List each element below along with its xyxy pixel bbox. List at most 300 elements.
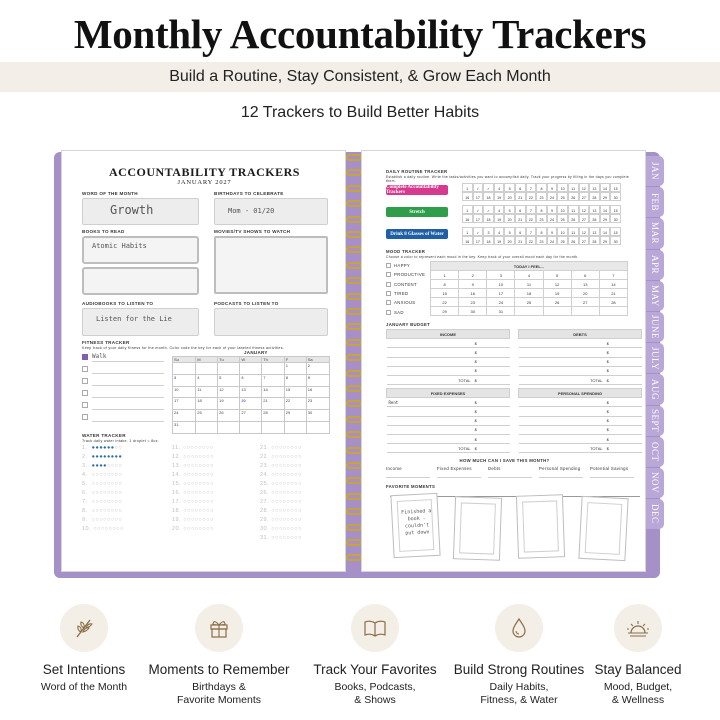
water-drop-icon: ○ <box>187 481 191 487</box>
calendar-day-cell <box>173 363 196 375</box>
routine-day-cell: 1 <box>462 183 473 192</box>
water-drop-icon: ● <box>103 454 107 460</box>
water-drop-icon: ○ <box>103 508 107 514</box>
budget-row <box>387 348 510 357</box>
water-drop-icon: ○ <box>278 526 283 532</box>
budget-total-label: TOTAL <box>519 444 605 453</box>
water-drop-icon: ● <box>91 454 96 460</box>
month-tab <box>646 499 664 529</box>
debts-table <box>518 329 642 385</box>
routine-day-cell: 12 <box>579 183 590 192</box>
water-drop-icon: ○ <box>275 490 279 496</box>
month-tab <box>646 250 664 280</box>
water-drop-icon: ○ <box>290 499 295 505</box>
water-drop-icon: ● <box>91 445 96 451</box>
water-drop-icon: ○ <box>110 508 115 514</box>
water-drop-icon: ○ <box>114 517 119 523</box>
calendar-day-cell: 25 <box>196 410 218 422</box>
routine-day-row <box>462 183 621 192</box>
water-day-row <box>260 453 302 462</box>
month-tab-label: JUNE <box>650 315 660 340</box>
mood-row <box>431 289 628 298</box>
routine-day-cell: 13 <box>589 183 600 192</box>
calendar-day-cell: 23 <box>306 398 329 410</box>
water-drop-icon: ○ <box>297 535 302 541</box>
routine-day-cell: ✓ <box>483 205 494 214</box>
fitness-key-checkbox <box>82 414 88 420</box>
water-day-row <box>172 525 214 534</box>
routine-label-pill: Drink 8 Glasses of Water <box>386 229 448 239</box>
water-day-number: 29. <box>260 517 272 523</box>
water-drop-icon: ○ <box>187 454 191 460</box>
water-day-number: 11. <box>172 445 183 451</box>
mood-cell: 25 <box>515 298 543 307</box>
water-drop-icon: ○ <box>271 526 276 532</box>
water-drop-icon: ○ <box>290 463 295 469</box>
word-of-month-label: WORD OF THE MONTH <box>82 191 138 196</box>
feature-balanced <box>563 604 713 707</box>
fitness-key-checkbox <box>82 366 88 372</box>
water-drop-icon: ○ <box>202 526 207 532</box>
month-tab-label: AUG <box>650 378 660 400</box>
routine-day-cell: 1 <box>462 227 473 236</box>
water-drop-icon: ○ <box>290 481 295 487</box>
budget-row <box>519 357 642 366</box>
water-drop-icon: ○ <box>198 481 203 487</box>
feature-title: Set Intentions <box>42 662 126 677</box>
mood-key-checkbox <box>386 282 391 287</box>
budget-row <box>387 357 510 366</box>
water-drop-icon: ○ <box>194 508 199 514</box>
water-drop-icon: ○ <box>275 472 279 478</box>
routine-day-cell: 3 <box>483 227 494 236</box>
water-drop-icon: ○ <box>182 445 187 451</box>
calendar-day-cell: 15 <box>284 386 306 398</box>
water-drop-icon: ○ <box>206 490 210 496</box>
savings-field-label: Fixed Expenses <box>437 466 472 471</box>
water-column <box>260 444 302 543</box>
water-drop-icon: ○ <box>110 490 115 496</box>
word-of-month-value: Growth <box>110 203 154 217</box>
water-drop-icon: ○ <box>209 508 214 514</box>
water-drop-icon: ○ <box>99 472 104 478</box>
water-drop-icon: ○ <box>286 535 291 541</box>
fitness-key-line <box>92 361 164 362</box>
water-drop-icon: ○ <box>95 472 100 478</box>
calendar-day-cell: 16 <box>306 386 329 398</box>
water-drop-icon: ○ <box>206 454 210 460</box>
calendar-day-cell: 18 <box>196 398 218 410</box>
budget-amount: $ <box>473 398 510 407</box>
calendar-week-row <box>173 363 330 375</box>
fitness-hint: Keep track of your daily fitness for the month. Color code the key for each of your labeled fitness activities. <box>82 346 285 350</box>
routine-day-cell: 24 <box>547 214 558 223</box>
water-drop-icon: ○ <box>183 472 188 478</box>
water-drop-icon: ○ <box>278 508 283 514</box>
water-day-row <box>82 480 124 489</box>
calendar-day-cell: 20 <box>240 398 262 410</box>
water-drop-icon: ○ <box>194 463 199 469</box>
feature-title: Stay Balanced <box>594 662 682 677</box>
mood-cell <box>543 307 571 316</box>
month-tabs <box>646 156 664 530</box>
water-drop-icon: ○ <box>297 445 302 451</box>
calendar-day-cell: 27 <box>240 410 262 422</box>
month-tab-label: NOV <box>650 472 660 494</box>
month-tab <box>646 406 664 436</box>
fitness-key-checkbox <box>82 390 88 396</box>
water-drop-icon: ○ <box>114 490 119 496</box>
photo-frame <box>578 496 628 561</box>
budget-amount: $ <box>473 339 510 348</box>
routine-day-cell: 13 <box>589 227 600 236</box>
water-drop-icon: ○ <box>95 508 100 514</box>
water-drop-icon: ○ <box>275 481 279 487</box>
fitness-key-line <box>92 373 164 374</box>
water-drop-icon: ○ <box>91 517 96 523</box>
binding-ring <box>346 339 362 346</box>
audiobooks-value: Listen for the Lie <box>96 315 172 323</box>
mood-row <box>431 298 628 307</box>
routine-day-cell: 17 <box>473 236 484 245</box>
routine-day-cell: 23 <box>536 192 547 201</box>
water-day-row <box>172 489 214 498</box>
month-tab-label: FEB <box>650 193 660 212</box>
water-day-number: 17. <box>172 499 184 505</box>
month-tab-label: OCT <box>650 442 660 462</box>
calendar-day-cell: 12 <box>218 386 240 398</box>
water-drop-icon: ○ <box>190 499 195 505</box>
binding-ring <box>346 277 362 284</box>
mood-key-label: CONTENT <box>394 281 417 287</box>
routine-day-cell: 13 <box>589 205 600 214</box>
mood-cell: 30 <box>459 307 487 316</box>
water-drop-icon: ○ <box>110 472 115 478</box>
water-day-number: 10. <box>82 526 94 532</box>
fitness-key-checkbox <box>82 378 88 384</box>
water-day-row <box>82 453 124 462</box>
water-drop-icon: ○ <box>190 463 195 469</box>
month-tab <box>646 343 664 373</box>
water-drop-icon: ○ <box>294 472 298 478</box>
calendar-week-row <box>173 374 330 386</box>
water-drop-icon: ○ <box>116 526 120 532</box>
mood-cell: 18 <box>515 289 543 298</box>
water-hint: Track daily water intake. 1 droplet = 8oz. <box>82 439 160 443</box>
fitness-key-checkbox <box>82 402 88 408</box>
water-drop-icon: ○ <box>290 454 295 460</box>
mood-row <box>431 271 628 280</box>
routine-day-cell: 25 <box>557 214 568 223</box>
fitness-key-line <box>92 409 164 410</box>
budget-row <box>387 444 510 453</box>
water-drop-icon: ○ <box>118 445 123 451</box>
water-drop-icon: ○ <box>209 526 214 532</box>
water-drop-icon: ○ <box>286 454 291 460</box>
water-day-row <box>82 444 124 453</box>
water-drop-icon: ○ <box>112 526 117 532</box>
routine-day-cell: 22 <box>526 192 537 201</box>
routine-day-cell: 4 <box>494 227 505 236</box>
routine-day-cell: 28 <box>589 236 600 245</box>
water-drop-icon: ○ <box>95 499 100 505</box>
month-tab <box>646 156 664 186</box>
budget-item <box>387 339 473 348</box>
budget-item <box>519 339 605 348</box>
water-day-row <box>82 489 124 498</box>
calendar-month: JANUARY <box>244 350 268 355</box>
water-day-number: 6. <box>82 490 92 496</box>
mood-key-label: TIRED <box>394 290 409 296</box>
mood-cell: 29 <box>431 307 459 316</box>
month-tab-label: DEC <box>650 504 660 524</box>
water-drop-icon: ○ <box>118 481 123 487</box>
water-drop-icon: ○ <box>114 472 119 478</box>
routine-day-cell: 15 <box>610 227 621 236</box>
mood-header: TODAY I FEEL... <box>431 262 628 271</box>
mood-cell: 13 <box>571 280 599 289</box>
water-drop-icon: ○ <box>97 526 101 532</box>
routine-day-cell: 14 <box>600 183 611 192</box>
calendar-day-name: M <box>196 357 218 363</box>
water-drop-icon: ○ <box>194 481 199 487</box>
water-drop-icon: ○ <box>119 526 124 532</box>
books-label: BOOKS TO READ <box>82 229 125 234</box>
routine-day-cell: 21 <box>515 214 526 223</box>
water-day-number: 26. <box>260 490 272 496</box>
routine-day-row <box>462 214 621 223</box>
routine-day-cell: 30 <box>610 192 621 201</box>
routine-day-cell: 27 <box>579 236 590 245</box>
fixed-expenses-table <box>386 388 510 453</box>
water-drop-icon: ○ <box>286 463 291 469</box>
binding-ring <box>346 400 362 407</box>
water-drop-icon: ○ <box>271 454 276 460</box>
mood-cell: 23 <box>459 298 487 307</box>
water-label: WATER TRACKER <box>82 433 126 438</box>
water-drop-icon: ○ <box>294 535 298 541</box>
routine-day-cell: 22 <box>526 214 537 223</box>
water-drop-icon: ○ <box>190 472 195 478</box>
routine-day-cell: 20 <box>504 214 515 223</box>
fitness-calendar <box>172 356 330 434</box>
water-drop-icon: ○ <box>282 526 287 532</box>
mood-grid <box>430 261 628 316</box>
month-tab-label: JAN <box>650 162 660 181</box>
routine-hint: Establish a daily routine. Write the tasks/activities you want to accomplish daily. Track your progress by filling in the days you complete them. <box>386 175 630 183</box>
routine-day-cell: 18 <box>483 236 494 245</box>
water-drop-icon: ○ <box>118 490 123 496</box>
sunrise-icon <box>614 604 662 652</box>
water-drop-icon: ○ <box>271 535 276 541</box>
water-drop-icon: ● <box>118 454 123 460</box>
budget-item <box>519 366 605 375</box>
water-day-number: 13. <box>172 463 184 469</box>
water-drop-icon: ○ <box>297 517 302 523</box>
binding-ring <box>346 262 362 269</box>
water-drop-icon: ○ <box>103 472 107 478</box>
mood-cell: 26 <box>543 298 571 307</box>
routine-day-cell: 20 <box>504 192 515 201</box>
budget-item <box>387 348 473 357</box>
water-drop-icon: ○ <box>106 463 111 469</box>
routine-day-cell: 28 <box>589 192 600 201</box>
photo-frame <box>390 493 440 558</box>
water-day-row <box>82 498 124 507</box>
calendar-day-name: W <box>240 357 262 363</box>
water-drop-icon: ○ <box>294 481 298 487</box>
water-drop-icon: ○ <box>187 517 191 523</box>
calendar-day-name: Tu <box>218 357 240 363</box>
photo-frame <box>516 494 565 559</box>
month-tab <box>646 437 664 467</box>
month-tab-label: MAY <box>650 285 660 307</box>
water-drop-icon: ○ <box>278 481 283 487</box>
birthdays-value: Mom - 01/20 <box>228 207 275 215</box>
budget-amount: $ <box>605 407 642 416</box>
water-drop-icon: ○ <box>187 499 191 505</box>
tagline-band <box>0 62 720 92</box>
water-day-row <box>172 453 214 462</box>
budget-amount: $ <box>473 357 510 366</box>
water-day-number: 7. <box>82 499 92 505</box>
routine-day-cell: 9 <box>547 227 558 236</box>
binding-ring <box>346 169 362 176</box>
month-tab <box>646 312 664 342</box>
budget-row <box>387 407 510 416</box>
water-drop-icon: ○ <box>206 526 210 532</box>
water-drop-icon: ○ <box>209 499 214 505</box>
spiral-binding <box>346 154 362 570</box>
routine-day-cell: 30 <box>610 236 621 245</box>
water-day-number: 18. <box>172 508 184 514</box>
water-drop-icon: ○ <box>206 517 210 523</box>
personal-spending-table <box>518 388 642 453</box>
calendar-day-name: F <box>284 357 306 363</box>
water-drop-icon: ○ <box>297 463 302 469</box>
water-day-row <box>260 498 302 507</box>
calendar-day-cell: 4 <box>196 374 218 386</box>
water-drop-icon: ○ <box>275 526 279 532</box>
feature-desc: Daily Habits, Fitness, & Water <box>480 681 558 706</box>
water-day-number: 5. <box>82 481 92 487</box>
routine-day-cell: ✓ <box>483 183 494 192</box>
water-drop-icon: ○ <box>294 499 298 505</box>
mood-key-checkbox <box>386 310 391 315</box>
water-drop-icon: ○ <box>209 481 214 487</box>
mood-cell: 14 <box>599 280 627 289</box>
water-day-number: 22. <box>260 454 272 460</box>
water-drop-icon: ○ <box>290 517 295 523</box>
budget-amount: $ <box>473 416 510 425</box>
water-drop-icon: ○ <box>286 526 291 532</box>
mood-cell: 21 <box>599 289 627 298</box>
savings-field-line <box>539 477 583 478</box>
water-drop-icon: ○ <box>278 517 283 523</box>
routine-day-cell: 26 <box>568 214 579 223</box>
budget-amount: $ <box>605 375 642 384</box>
water-drop-icon: ○ <box>103 481 107 487</box>
water-drop-icon: ○ <box>187 472 191 478</box>
budget-row <box>519 339 642 348</box>
water-column <box>172 444 214 534</box>
fitness-key-checkbox <box>82 354 88 360</box>
budget-amount: $ <box>605 434 642 443</box>
water-drop-icon: ○ <box>95 490 100 496</box>
calendar-day-cell: 11 <box>196 386 218 398</box>
water-day-number: 4. <box>82 472 92 478</box>
budget-row <box>519 444 642 453</box>
water-day-number: 23. <box>260 463 272 469</box>
routine-day-cell: ✓ <box>473 183 484 192</box>
water-drop-icon: ○ <box>294 454 298 460</box>
water-drop-icon: ○ <box>190 445 195 451</box>
water-drop-icon: ○ <box>271 481 276 487</box>
water-day-row <box>172 507 214 516</box>
budget-item <box>519 398 605 407</box>
budget-item <box>519 407 605 416</box>
binding-ring <box>346 508 362 515</box>
feature-title: Track Your Favorites <box>313 662 437 677</box>
water-drop-icon: ○ <box>286 499 291 505</box>
budget-total-label: TOTAL <box>387 444 473 453</box>
water-drop-icon: ○ <box>190 526 195 532</box>
water-drop-icon: ○ <box>206 463 210 469</box>
water-drop-icon: ○ <box>278 472 283 478</box>
photo-frame <box>453 496 502 561</box>
routine-day-cell: 19 <box>494 192 505 201</box>
budget-amount: $ <box>605 444 642 453</box>
water-drop-icon: ○ <box>206 508 210 514</box>
water-day-row <box>260 489 302 498</box>
routine-day-cell: 11 <box>568 183 579 192</box>
left-page-title: ACCOUNTABILITY TRACKERS <box>109 165 300 179</box>
water-drop-icon: ○ <box>209 517 214 523</box>
binding-ring <box>346 385 362 392</box>
water-drop-icon: ○ <box>183 463 188 469</box>
water-drop-icon: ○ <box>278 490 283 496</box>
routine-day-cell: 19 <box>494 214 505 223</box>
budget-amount: $ <box>605 339 642 348</box>
water-drop-icon: ● <box>95 454 100 460</box>
feature-desc: Mood, Budget, & Wellness <box>603 681 673 706</box>
budget-header-row <box>519 330 642 339</box>
water-drop-icon: ○ <box>297 490 302 496</box>
water-day-row <box>82 507 124 516</box>
water-drop-icon: ○ <box>110 517 115 523</box>
budget-item <box>387 416 473 425</box>
water-drop-icon: ○ <box>275 508 279 514</box>
binding-ring <box>346 447 362 454</box>
binding-ring <box>346 200 362 207</box>
routine-day-cell: 28 <box>589 214 600 223</box>
routine-day-cell: 9 <box>547 183 558 192</box>
budget-item <box>519 425 605 434</box>
fitness-key-line <box>92 385 164 386</box>
movies-label: MOVIES/TV SHOWS TO WATCH <box>214 229 291 234</box>
water-drop-icon: ○ <box>202 472 207 478</box>
water-day-number: 12. <box>172 454 184 460</box>
calendar-day-cell: 21 <box>262 398 285 410</box>
water-day-number: 25. <box>260 481 272 487</box>
water-day-row <box>172 480 214 489</box>
budget-item <box>519 434 605 443</box>
routine-day-cell: 26 <box>568 236 579 245</box>
leaf-icon <box>60 604 108 652</box>
water-drop-icon: ○ <box>118 463 123 469</box>
water-day-number: 9. <box>82 517 92 523</box>
routine-day-cell: 16 <box>462 236 473 245</box>
